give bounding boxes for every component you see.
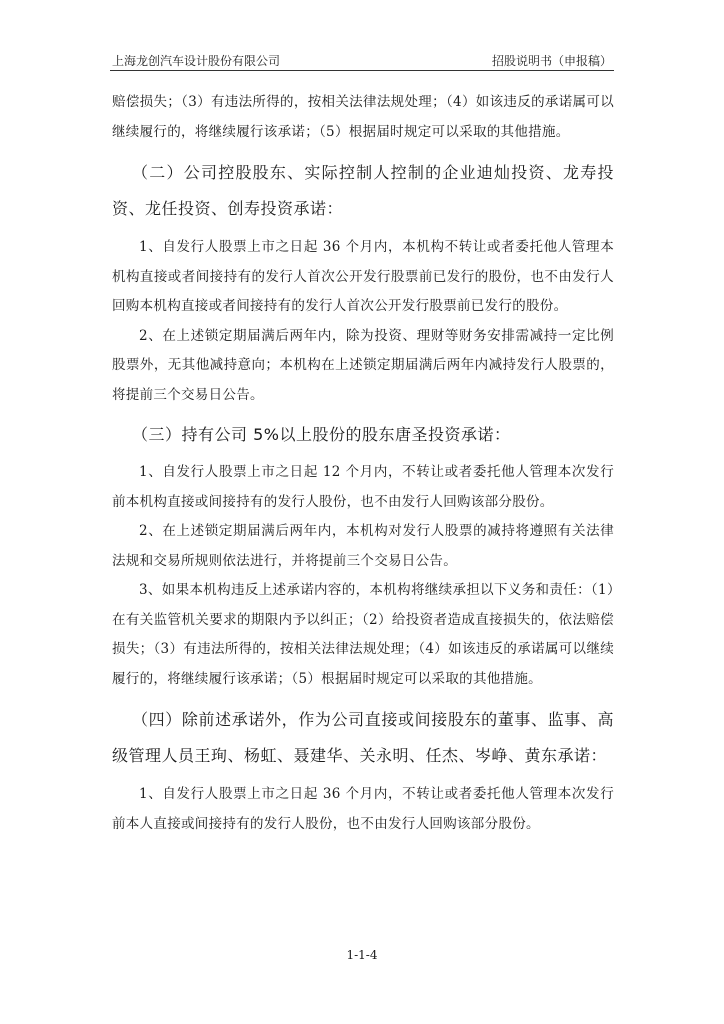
paragraph-continued: 赔偿损失；（3）有违法所得的，按相关法律法规处理；（4）如该违反的承诺属可以继续履行的，将继续履行该承诺；（5）根据届时规定可以采取的其他措施。: [112, 94, 614, 140]
paragraph-4-1: 1、自发行人股票上市之日起 36 个月内，不转让或者委托他人管理本次发行前本人直接或间接持有的发行人股份，也不由发行人回购该部分股份。: [112, 786, 614, 832]
page-number: 1-1-4: [346, 948, 378, 962]
section-heading-3: （三）持有公司 5%以上股份的股东唐圣投资承诺：: [132, 425, 511, 444]
paragraph-3-3: 3、如果本机构违反上述承诺内容的，本机构将继续承担以下义务和责任：（1）在有关监管机关要求的期限内予以纠正；（2）给投资者造成直接损失的，依法赔偿损失；（3）有违法所得的，按相关法律法规处理；（4）如该违反的承诺属可以继续履行的，将继续履行该承诺；（5）根据届时规定可以采取的其他措施。: [112, 582, 614, 687]
document-body: [112, 88, 614, 839]
section-heading-2: （二）公司控股股东、实际控制人控制的企业迪灿投资、龙寿投资、龙任投资、创寿投资承诺：: [112, 163, 614, 218]
page-header: [112, 50, 612, 70]
paragraph-2-1: 1、自发行人股票上市之日起 36 个月内，本机构不转让或者委托他人管理本机构直接或者间接持有的发行人首次公开发行股票前已发行的股份，也不由发行人回购本机构直接或者间接持有的发行人首次公开发行股票前已发行的股份。: [112, 239, 614, 314]
paragraph-3-1: 1、自发行人股票上市之日起 12 个月内，不转让或者委托他人管理本次发行前本机构直接或间接持有的发行人股份，也不由发行人回购该部分股份。: [112, 464, 614, 510]
paragraph-2-2: 2、在上述锁定期届满后两年内，除为投资、理财等财务安排需减持一定比例股票外，无其他减持意向；本机构在上述锁定期届满后两年内减持发行人股票的，将提前三个交易日公告。: [112, 327, 614, 403]
paragraph-3-2: 2、在上述锁定期届满后两年内，本机构对发行人股票的减持将遵照有关法律法规和交易所规则依法进行，并将提前三个交易日公告。: [112, 523, 614, 569]
header-divider: [110, 70, 614, 71]
header-document-title: 招股说明书（申报稿）: [491, 54, 612, 68]
section-heading-4: （四）除前述承诺外，作为公司直接或间接股东的董事、监事、高级管理人员王珣、杨虹、聂建华、关永明、任杰、岑峥、黄东承诺：: [112, 710, 614, 765]
header-company-name: 上海龙创汽车设计股份有限公司: [112, 54, 281, 68]
